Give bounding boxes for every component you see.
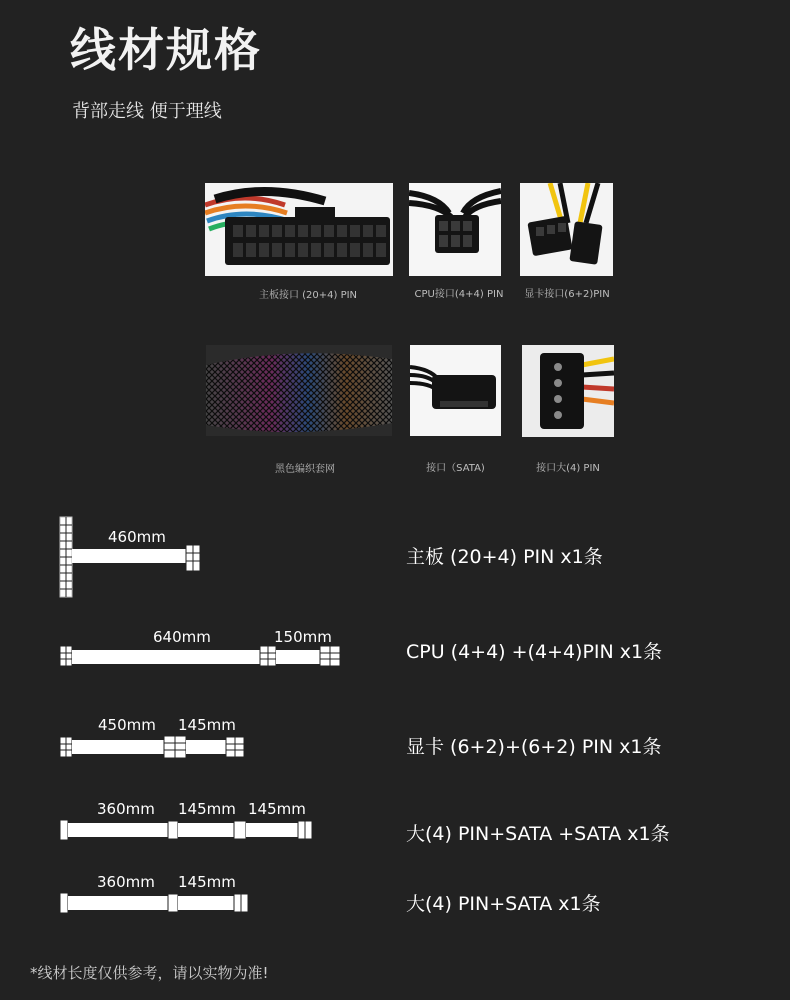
- braided-sleeve-photo: [206, 345, 392, 436]
- molex-connector-photo: [522, 345, 614, 437]
- cable-spec-cpu: CPU (4+4) +(4+4)PIN x1条: [406, 641, 663, 663]
- cable-spec-molex-sata-sata: 大(4) PIN+SATA +SATA x1条: [406, 823, 670, 845]
- molex-sata-cable-diagram: [58, 891, 254, 917]
- gallery-caption-cpu: CPU接口(4+4) PIN: [414, 289, 504, 300]
- molex-sata-sata-cable-diagram: [58, 818, 320, 844]
- cable-length-label: 460mm: [108, 528, 166, 546]
- gallery-caption-sleeve: 黑色编织套网: [275, 464, 335, 475]
- page-subtitle: 背部走线 便于理线: [72, 101, 222, 122]
- cable-length-label: 640mm: [153, 628, 211, 646]
- cable-length-label: 150mm: [274, 628, 332, 646]
- cpu-connector-photo: [409, 183, 501, 276]
- sata-connector-photo: [410, 345, 501, 436]
- gallery-caption-molex: 接口大(4) PIN: [536, 463, 600, 474]
- cable-length-label: 360mm: [97, 800, 155, 818]
- page-title: 线材规格: [70, 23, 262, 77]
- gallery-caption-sata: 接口（SATA): [426, 463, 485, 474]
- cable-length-label: 360mm: [97, 873, 155, 891]
- gpu-cable-diagram: [58, 735, 252, 761]
- cable-length-label: 145mm: [248, 800, 306, 818]
- gallery-caption-gpu: 显卡接口(6+2)PIN: [524, 289, 610, 300]
- cable-length-label: 145mm: [178, 800, 236, 818]
- disclaimer-note: *线材长度仅供参考，请以实物为准!: [30, 964, 269, 982]
- cable-length-label: 450mm: [98, 716, 156, 734]
- cable-spec-gpu: 显卡 (6+2)+(6+2) PIN x1条: [406, 736, 662, 758]
- gallery-caption-atx: 主板接口 (20+4) PIN: [258, 290, 358, 301]
- gpu-connector-photo: [520, 183, 613, 276]
- cable-spec-atx: 主板 (20+4) PIN x1条: [406, 546, 603, 568]
- cable-spec-molex-sata: 大(4) PIN+SATA x1条: [406, 893, 601, 915]
- cable-length-label: 145mm: [178, 873, 236, 891]
- cpu-cable-diagram: [58, 643, 348, 671]
- atx-connector-photo: [205, 183, 393, 276]
- cable-length-label: 145mm: [178, 716, 236, 734]
